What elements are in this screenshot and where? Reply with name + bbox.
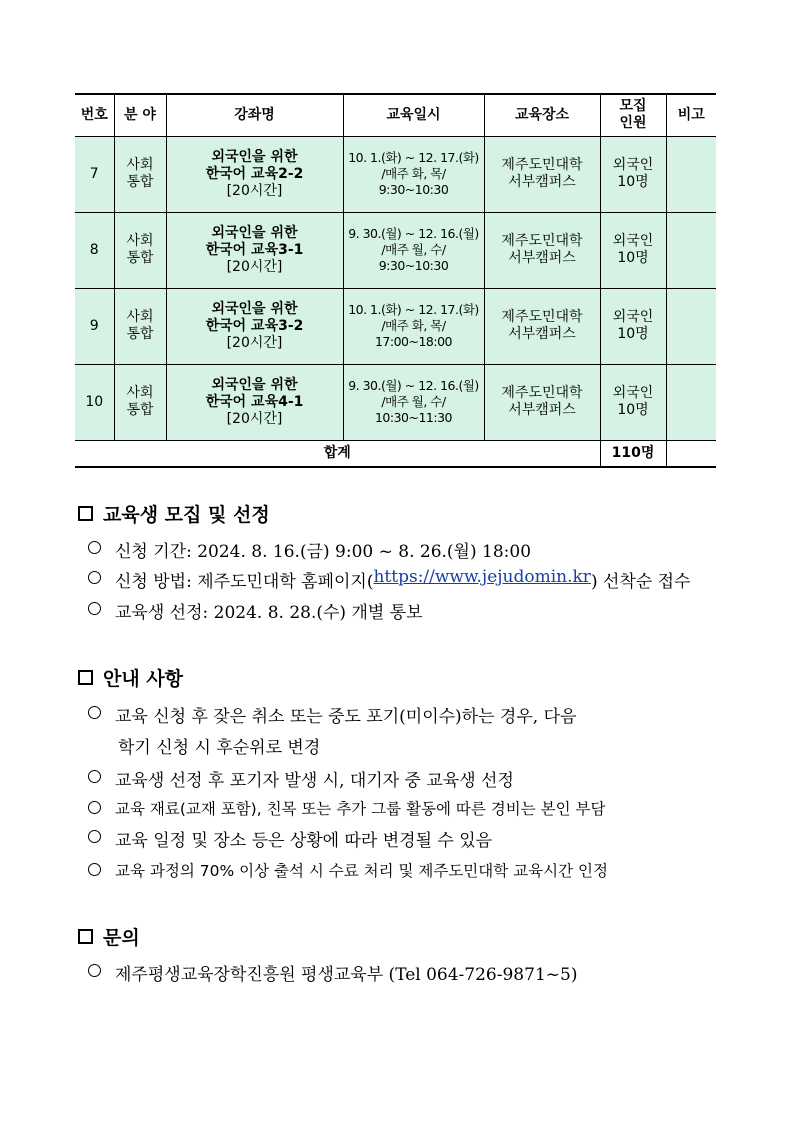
row-memo bbox=[666, 136, 716, 212]
header-capacity bbox=[600, 94, 666, 136]
row-number: 9 bbox=[75, 288, 114, 364]
row-course-name bbox=[166, 364, 343, 440]
row-course-name bbox=[166, 288, 343, 364]
schedule-range: 9. 30.(월) ~ 12. 16.(월) bbox=[348, 378, 479, 393]
place-line1: 제주도민대학 bbox=[501, 233, 583, 249]
list-item-period bbox=[88, 537, 531, 562]
place-line2: 서부캠퍼스 bbox=[508, 402, 576, 418]
course-hours: [20시간] bbox=[226, 410, 283, 427]
header-schedule: 교육일시 bbox=[343, 94, 484, 136]
table-header-row bbox=[75, 94, 716, 136]
circle-bullet-icon bbox=[88, 541, 101, 554]
row-field-line1: 사회 bbox=[126, 233, 154, 249]
table-row bbox=[75, 288, 716, 364]
list-item-text: 교육생 선정 후 포기자 발생 시, 대기자 중 교육생 선정 bbox=[115, 771, 514, 791]
course-title-line1: 외국인을 위한 bbox=[211, 148, 298, 165]
total-memo bbox=[666, 440, 716, 467]
row-field-line2: 통합 bbox=[126, 402, 154, 418]
course-title-line1: 외국인을 위한 bbox=[211, 300, 298, 317]
schedule-time: 9:30~10:30 bbox=[378, 182, 449, 197]
row-number: 8 bbox=[75, 212, 114, 288]
row-schedule bbox=[343, 212, 484, 288]
circle-bullet-icon bbox=[88, 830, 101, 843]
section-title-text: 교육생 모집 및 선정 bbox=[103, 504, 270, 526]
schedule-time: 17:00~18:00 bbox=[374, 334, 453, 349]
table-row bbox=[75, 136, 716, 212]
list-item-text: ) 선착순 접수 bbox=[590, 572, 691, 592]
row-field-line2: 통합 bbox=[126, 250, 154, 266]
capacity-line1: 외국인 bbox=[612, 233, 654, 249]
course-title-line2: 한국어 교육3-1 bbox=[205, 241, 304, 258]
row-field bbox=[114, 364, 166, 440]
circle-bullet-icon bbox=[88, 964, 101, 977]
circle-bullet-icon bbox=[88, 770, 101, 783]
row-schedule bbox=[343, 288, 484, 364]
row-capacity bbox=[600, 136, 666, 212]
list-item-text: 교육생 선정: 2024. 8. 28.(수) 개별 통보 bbox=[115, 603, 423, 623]
row-schedule bbox=[343, 364, 484, 440]
row-field bbox=[114, 136, 166, 212]
place-line2: 서부캠퍼스 bbox=[508, 326, 576, 342]
homepage-link[interactable]: https://www.jejudomin.kr bbox=[373, 567, 591, 587]
list-item-text: 교육 재료(교재 포함), 친목 또는 추가 그룹 활동에 따른 경비는 본인 부담 bbox=[115, 800, 606, 818]
header-place: 교육장소 bbox=[484, 94, 600, 136]
capacity-line2: 10명 bbox=[617, 326, 649, 342]
row-memo bbox=[666, 212, 716, 288]
row-course-name bbox=[166, 136, 343, 212]
schedule-days: /매주 화, 목/ bbox=[381, 166, 446, 181]
place-line2: 서부캠퍼스 bbox=[508, 174, 576, 190]
capacity-line1: 외국인 bbox=[612, 385, 654, 401]
checkbox-square-icon bbox=[78, 929, 93, 944]
course-hours: [20시간] bbox=[226, 182, 283, 199]
list-item-text: 교육 과정의 70% 이상 출석 시 수료 처리 및 제주도민대학 교육시간 인정 bbox=[115, 862, 608, 880]
header-memo: 비고 bbox=[666, 94, 716, 136]
row-field-line1: 사회 bbox=[126, 309, 154, 325]
course-title-line1: 외국인을 위한 bbox=[211, 376, 298, 393]
row-number: 10 bbox=[75, 364, 114, 440]
row-place bbox=[484, 288, 600, 364]
header-course-name: 강좌명 bbox=[166, 94, 343, 136]
course-title-line2: 한국어 교육4-1 bbox=[205, 393, 304, 410]
list-item-text: 신청 방법: 제주도민대학 홈페이지( bbox=[115, 572, 374, 592]
list-item-notice-2 bbox=[88, 766, 514, 791]
header-field: 분 야 bbox=[114, 94, 166, 136]
section-title-notice bbox=[78, 664, 183, 691]
list-item-notice-5 bbox=[88, 859, 608, 881]
header-capacity-line1: 모집 bbox=[619, 98, 647, 115]
row-field-line1: 사회 bbox=[126, 157, 154, 173]
schedule-range: 10. 1.(화) ~ 12. 17.(화) bbox=[348, 150, 479, 165]
row-capacity bbox=[600, 212, 666, 288]
header-number: 번호 bbox=[75, 94, 114, 136]
list-item-continuation: 학기 신청 시 후순위로 변경 bbox=[118, 738, 321, 758]
list-item-notice-3 bbox=[88, 797, 605, 819]
row-course-name bbox=[166, 212, 343, 288]
row-number: 7 bbox=[75, 136, 114, 212]
capacity-line1: 외국인 bbox=[612, 309, 654, 325]
capacity-line2: 10명 bbox=[617, 174, 649, 190]
list-item-selection bbox=[88, 598, 423, 623]
list-item-contact bbox=[88, 960, 577, 985]
row-place bbox=[484, 136, 600, 212]
course-title-line2: 한국어 교육2-2 bbox=[205, 165, 304, 182]
schedule-range: 10. 1.(화) ~ 12. 17.(화) bbox=[348, 302, 479, 317]
schedule-days: /매주 화, 목/ bbox=[381, 318, 446, 333]
section-title-text: 안내 사항 bbox=[103, 668, 184, 690]
row-place bbox=[484, 212, 600, 288]
total-label: 합계 bbox=[75, 440, 600, 467]
row-field bbox=[114, 288, 166, 364]
row-schedule bbox=[343, 136, 484, 212]
place-line1: 제주도민대학 bbox=[501, 309, 583, 325]
circle-bullet-icon bbox=[88, 863, 101, 876]
capacity-line2: 10명 bbox=[617, 250, 649, 266]
row-field-line2: 통합 bbox=[126, 174, 154, 190]
list-item-method bbox=[88, 567, 691, 592]
list-item-text: 제주평생교육장학진흥원 평생교육부 (Tel 064-726-9871~5) bbox=[115, 965, 578, 985]
place-line1: 제주도민대학 bbox=[501, 385, 583, 401]
list-item-text: 신청 기간: 2024. 8. 16.(금) 9:00 ~ 8. 26.(월) 18:00 bbox=[115, 542, 532, 562]
schedule-days: /매주 월, 수/ bbox=[381, 394, 446, 409]
schedule-days: /매주 월, 수/ bbox=[381, 242, 446, 257]
list-item-text: 교육 일정 및 장소 등은 상황에 따라 변경될 수 있음 bbox=[115, 831, 493, 851]
circle-bullet-icon bbox=[88, 571, 101, 584]
course-hours: [20시간] bbox=[226, 334, 283, 351]
section-title-recruit bbox=[78, 500, 270, 527]
section-title-contact bbox=[78, 923, 140, 950]
checkbox-square-icon bbox=[78, 670, 93, 685]
schedule-time: 9:30~10:30 bbox=[378, 258, 449, 273]
list-item-text: 교육 신청 후 잦은 취소 또는 중도 포기(미이수)하는 경우, 다음 bbox=[115, 707, 577, 727]
table-row bbox=[75, 212, 716, 288]
row-capacity bbox=[600, 364, 666, 440]
row-place bbox=[484, 364, 600, 440]
section-title-text: 문의 bbox=[103, 927, 140, 949]
row-capacity bbox=[600, 288, 666, 364]
row-memo bbox=[666, 288, 716, 364]
table-row bbox=[75, 364, 716, 440]
place-line1: 제주도민대학 bbox=[501, 157, 583, 173]
row-field bbox=[114, 212, 166, 288]
capacity-line1: 외국인 bbox=[612, 157, 654, 173]
row-memo bbox=[666, 364, 716, 440]
circle-bullet-icon bbox=[88, 706, 101, 719]
row-field-line2: 통합 bbox=[126, 326, 154, 342]
circle-bullet-icon bbox=[88, 602, 101, 615]
schedule-time: 10:30~11:30 bbox=[374, 410, 453, 425]
list-item-notice-1 bbox=[88, 702, 576, 727]
capacity-line2: 10명 bbox=[617, 402, 649, 418]
schedule-range: 9. 30.(월) ~ 12. 16.(월) bbox=[348, 226, 479, 241]
total-row bbox=[75, 440, 716, 467]
header-capacity-line2: 인원 bbox=[619, 115, 647, 132]
circle-bullet-icon bbox=[88, 801, 101, 814]
row-field-line1: 사회 bbox=[126, 385, 154, 401]
list-item-notice-4 bbox=[88, 826, 492, 851]
course-table bbox=[75, 93, 716, 468]
place-line2: 서부캠퍼스 bbox=[508, 250, 576, 266]
total-value: 110명 bbox=[600, 440, 666, 467]
course-title-line2: 한국어 교육3-2 bbox=[205, 317, 304, 334]
course-hours: [20시간] bbox=[226, 258, 283, 275]
checkbox-square-icon bbox=[78, 506, 93, 521]
course-title-line1: 외국인을 위한 bbox=[211, 224, 298, 241]
